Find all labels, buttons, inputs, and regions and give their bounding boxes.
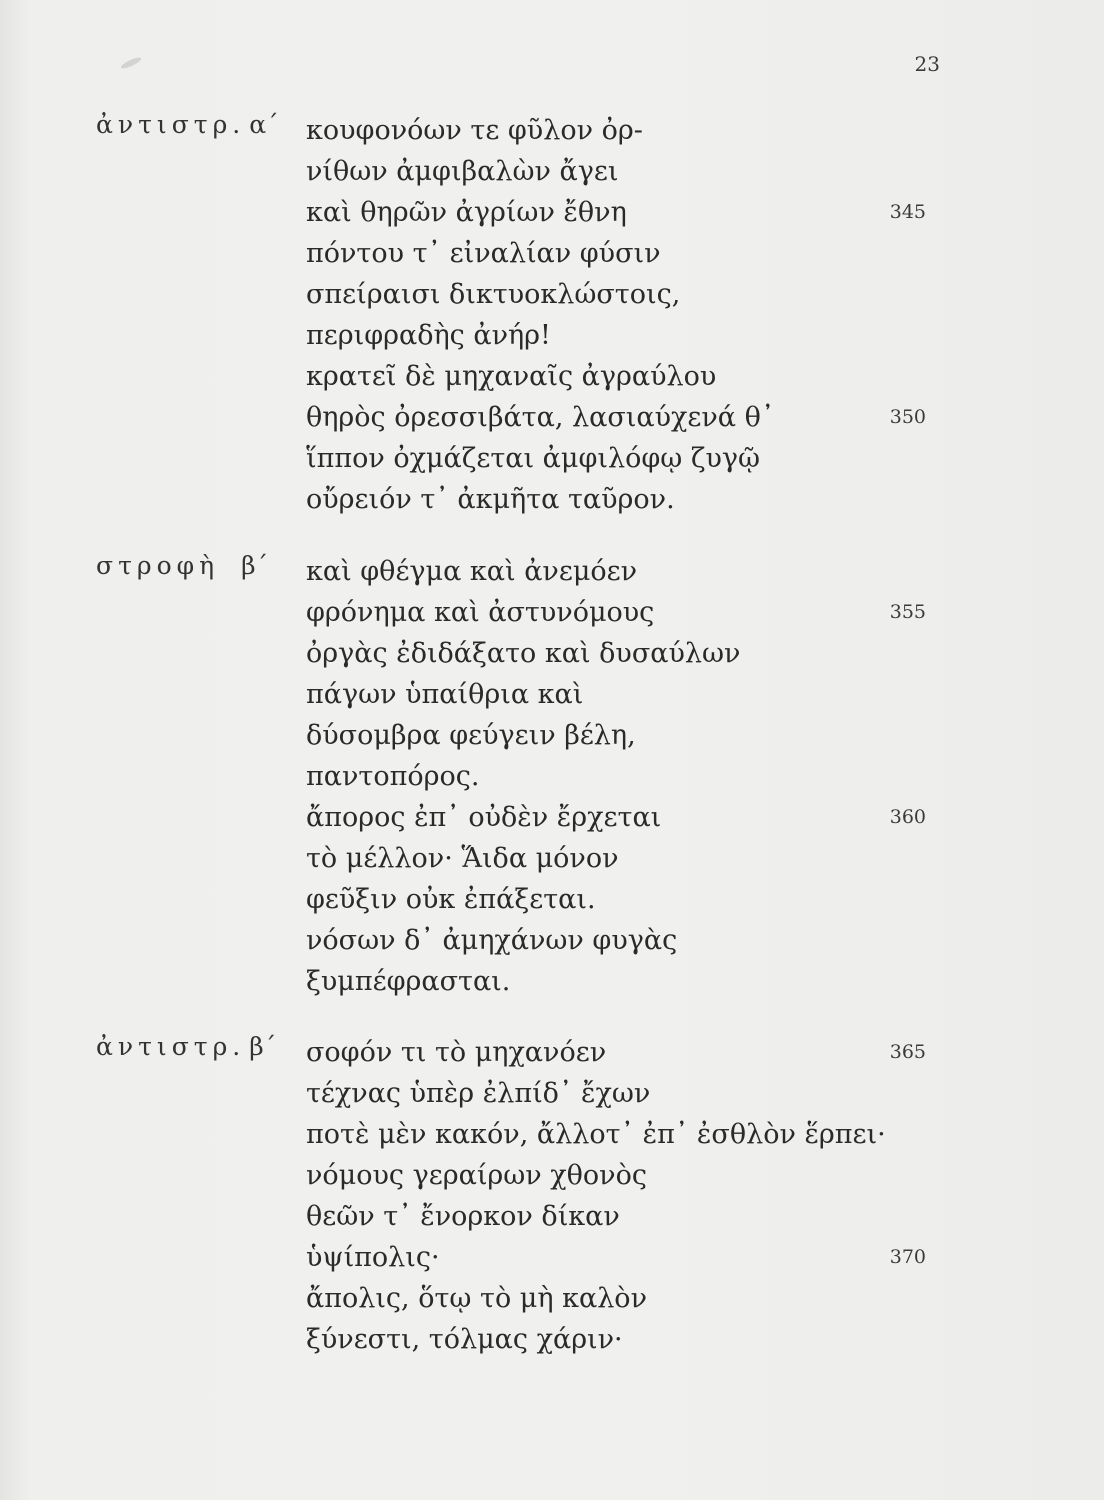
verse-line [306, 1032, 926, 1073]
verse-text: σοφόν τι τὸ μηχανόεν [306, 1037, 607, 1068]
verse-text: καὶ φθέγμα καὶ ἀνεμόεν [306, 556, 638, 587]
section-label [96, 110, 279, 139]
verse-text: ἄπολις, ὅτῳ τὸ μὴ καλὸν [306, 1283, 647, 1314]
verse-line [306, 110, 906, 151]
page-number: 23 [914, 52, 940, 76]
verse-text: τὸ μέλλον· Ἅιδα μόνον [306, 843, 619, 874]
verse-text: ἵππον ὀχμάζεται ἀμφιλόφῳ ζυγῷ [306, 443, 761, 474]
verse-lines [306, 1032, 926, 1360]
verse-text: νόσων δ᾽ ἀμηχάνων φυγὰς [306, 925, 678, 956]
verse-line [306, 1114, 906, 1155]
verse-text: ξυμπέφρασται. [306, 966, 511, 997]
verse-lines [306, 110, 926, 520]
verse-text: νίθων ἀμφιβαλὼν ἄγει [306, 156, 619, 187]
verse-line [306, 356, 906, 397]
verse-text: φεῦξιν οὐκ ἐπάξεται. [306, 884, 596, 915]
verse-line [306, 1278, 906, 1319]
verse-line [306, 838, 906, 879]
section-label [96, 551, 268, 580]
verse-text: ὑψίπολις· [306, 1242, 440, 1273]
verse-line [306, 797, 926, 838]
line-number: 355 [889, 601, 926, 623]
section-label-mark: β΄ [241, 551, 269, 580]
ink-smudge [120, 56, 142, 71]
verse-line [306, 233, 906, 274]
verse-line [306, 674, 906, 715]
section-label-text: ἀντιστρ. [96, 110, 246, 139]
verse-text: περιφραδὴς ἀνήρ! [306, 320, 551, 351]
verse-line [306, 633, 906, 674]
verse-line [306, 1196, 906, 1237]
line-number: 365 [889, 1041, 926, 1063]
verse-text: ὀργὰς ἐδιδάξατο καὶ δυσαύλων [306, 638, 741, 669]
verse-text: θηρὸς ὀρεσσιβάτα, λασιαύχενά θ᾽ [306, 402, 775, 433]
verse-text: σπείραισι δικτυοκλώστοις, [306, 279, 681, 310]
verse-text: τέχνας ὑπὲρ ἐλπίδ᾽ ἔχων [306, 1078, 651, 1109]
line-number: 370 [889, 1246, 926, 1268]
verse-line [306, 1319, 906, 1360]
verse-line [306, 479, 906, 520]
verse-line [306, 551, 906, 592]
verse-line [306, 1237, 926, 1278]
section-label-text: στροφὴ [96, 551, 220, 580]
line-number: 360 [889, 806, 926, 828]
line-number: 345 [889, 201, 926, 223]
verse-text: κρατεῖ δὲ μηχαναῖς ἀγραύλου [306, 361, 717, 392]
verse-line [306, 1073, 906, 1114]
verse-line [306, 1155, 906, 1196]
section-label-text: ἀντιστρ. [96, 1032, 246, 1061]
verse-line [306, 879, 906, 920]
verse-line [306, 920, 906, 961]
verse-text: πόντου τ᾽ εἰναλίαν φύσιν [306, 238, 661, 269]
verse-line [306, 961, 906, 1002]
verse-line [306, 397, 926, 438]
verse-text: φρόνημα καὶ ἀστυνόμους [306, 597, 655, 628]
verse-text: παντοπόρος. [306, 761, 480, 792]
verse-text: νόμους γεραίρων χθονὸς [306, 1160, 647, 1191]
verse-text: ξύνεστι, τόλμας χάριν· [306, 1324, 623, 1355]
verse-line [306, 438, 906, 479]
section-label-mark: α΄ [249, 110, 279, 139]
section-label-mark: β΄ [249, 1032, 277, 1061]
verse-line [306, 274, 906, 315]
verse-line [306, 715, 906, 756]
verse-line [306, 592, 926, 633]
section-label [96, 1032, 276, 1061]
verse-text: οὔρειόν τ᾽ ἀκμῆτα ταῦρον. [306, 484, 675, 515]
verse-text: καὶ θηρῶν ἀγρίων ἔθνη [306, 197, 627, 228]
verse-line [306, 192, 926, 233]
verse-text: ἄπορος ἐπ᾽ οὐδὲν ἔρχεται [306, 802, 662, 833]
verse-line [306, 756, 906, 797]
verse-lines [306, 551, 926, 1002]
verse-text: κουφονόων τε φῦλον ὀρ- [306, 115, 643, 146]
verse-text: ποτὲ μὲν κακόν, ἄλλοτ᾽ ἐπ᾽ ἐσθλὸν ἕρπει· [306, 1119, 886, 1150]
verse-line [306, 315, 906, 356]
verse-text: θεῶν τ᾽ ἔνορκον δίκαν [306, 1201, 620, 1232]
line-number: 350 [889, 406, 926, 428]
verse-text: δύσομβρα φεύγειν βέλη, [306, 720, 636, 751]
verse-text: πάγων ὑπαίθρια καὶ [306, 679, 584, 710]
verse-line [306, 151, 906, 192]
